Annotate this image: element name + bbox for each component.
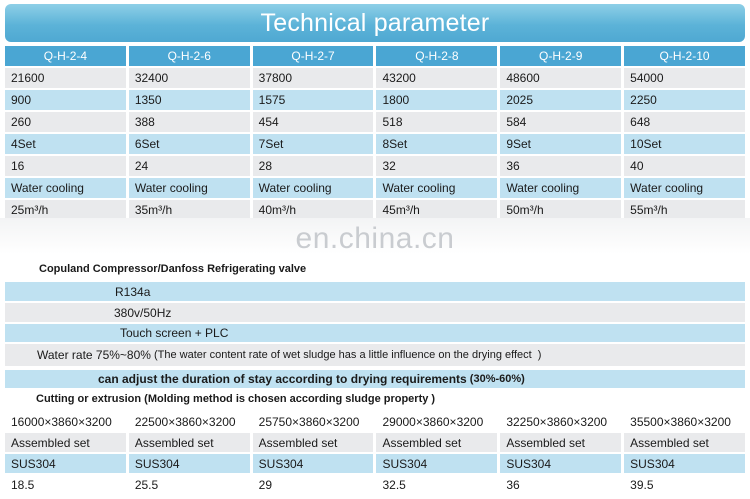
- table-cell: 36: [500, 475, 621, 494]
- model-header-row: [5, 46, 745, 66]
- table-cell: Assembled set: [5, 433, 126, 452]
- table-cell: 40: [624, 156, 745, 176]
- table-cell: Water cooling: [500, 178, 621, 198]
- table-cell: 25750×3860×3200: [253, 412, 374, 431]
- table-cell: 8Set: [376, 134, 497, 154]
- table-cell: Assembled set: [253, 433, 374, 452]
- table-cell: Assembled set: [129, 433, 250, 452]
- table-cell: 1575: [253, 90, 374, 110]
- model-header: Q-H-2-9: [500, 46, 621, 66]
- cutting-note: (Molding method is chosen according sludge property ): [141, 393, 436, 405]
- table-cell: 32400: [129, 68, 250, 88]
- table-row: [5, 90, 745, 110]
- table-title: Technical parameter: [5, 4, 745, 42]
- model-header: Q-H-2-8: [376, 46, 497, 66]
- table-cell: 16000×3860×3200: [5, 412, 126, 431]
- table-cell: 50m³/h: [500, 200, 621, 220]
- table-cell: 32.5: [376, 475, 497, 494]
- table-cell: Water cooling: [129, 178, 250, 198]
- table-cell: 54000: [624, 68, 745, 88]
- table-row: [5, 68, 745, 88]
- table-row: [5, 134, 745, 154]
- table-cell: 21600: [5, 68, 126, 88]
- table-row: [5, 156, 745, 176]
- power-row: 380v/50Hz: [5, 303, 745, 322]
- table-cell: 43200: [376, 68, 497, 88]
- table-cell: 2250: [624, 90, 745, 110]
- table-cell: 25.5: [129, 475, 250, 494]
- table-row: [5, 433, 745, 452]
- table-cell: 22500×3860×3200: [129, 412, 250, 431]
- refrigerant-row: R134a: [5, 282, 745, 301]
- bottom-table: [5, 412, 745, 494]
- cutting-row: [5, 390, 745, 408]
- water-rate-main: Water rate 75%~80%: [37, 348, 151, 362]
- table-row: [5, 454, 745, 473]
- table-cell: 48600: [500, 68, 621, 88]
- table-cell: 260: [5, 112, 126, 132]
- table-row: [5, 412, 745, 431]
- table-cell: SUS304: [376, 454, 497, 473]
- table-row: [5, 475, 745, 494]
- watermark: en.china.cn: [295, 222, 455, 255]
- table-cell: Assembled set: [376, 433, 497, 452]
- table-cell: SUS304: [129, 454, 250, 473]
- control-row: Touch screen + PLC: [5, 324, 745, 342]
- table-cell: 2025: [500, 90, 621, 110]
- table-cell: 35500×3860×3200: [624, 412, 745, 431]
- table-cell: 16: [5, 156, 126, 176]
- table-row: [5, 200, 745, 220]
- table-cell: 388: [129, 112, 250, 132]
- table-cell: 1800: [376, 90, 497, 110]
- table-cell: 25m³/h: [5, 200, 126, 220]
- table-cell: 518: [376, 112, 497, 132]
- table-cell: 7Set: [253, 134, 374, 154]
- table-cell: 32250×3860×3200: [500, 412, 621, 431]
- table-cell: 18.5: [5, 475, 126, 494]
- compressor-row: Copuland Compressor/Danfoss Refrigerating valve: [5, 260, 745, 278]
- table-cell: 29: [253, 475, 374, 494]
- table-cell: 35m³/h: [129, 200, 250, 220]
- table-cell: 584: [500, 112, 621, 132]
- table-row: [5, 178, 745, 198]
- model-header: Q-H-2-10: [624, 46, 745, 66]
- table-cell: 6Set: [129, 134, 250, 154]
- table-cell: Assembled set: [500, 433, 621, 452]
- table-cell: 45m³/h: [376, 200, 497, 220]
- table-cell: 55m³/h: [624, 200, 745, 220]
- table-cell: 32: [376, 156, 497, 176]
- table-cell: Water cooling: [253, 178, 374, 198]
- model-header: Q-H-2-6: [129, 46, 250, 66]
- adjust-range: (30%-60%): [466, 373, 525, 385]
- table-cell: Water cooling: [376, 178, 497, 198]
- table-cell: Water cooling: [5, 178, 126, 198]
- table-cell: 10Set: [624, 134, 745, 154]
- model-header: Q-H-2-4: [5, 46, 126, 66]
- table-cell: SUS304: [253, 454, 374, 473]
- cutting-main: Cutting or extrusion: [36, 393, 142, 405]
- model-header: Q-H-2-7: [253, 46, 374, 66]
- table-cell: 4Set: [5, 134, 126, 154]
- table-cell: 454: [253, 112, 374, 132]
- table-row: [5, 112, 745, 132]
- table-cell: Water cooling: [624, 178, 745, 198]
- adjust-main: can adjust the duration of stay according to drying requirements: [98, 372, 467, 386]
- adjust-duration-row: [5, 370, 745, 388]
- table-cell: 24: [129, 156, 250, 176]
- table-cell: SUS304: [624, 454, 745, 473]
- table-cell: 648: [624, 112, 745, 132]
- table-cell: 36: [500, 156, 621, 176]
- table-cell: 28: [253, 156, 374, 176]
- table-cell: 9Set: [500, 134, 621, 154]
- table-cell: 39.5: [624, 475, 745, 494]
- water-rate-note: (The water content rate of wet sludge has a little influence on the drying effect ): [150, 349, 542, 361]
- water-rate-row: [5, 344, 745, 366]
- table-cell: SUS304: [5, 454, 126, 473]
- table-cell: 1350: [129, 90, 250, 110]
- table-cell: Assembled set: [624, 433, 745, 452]
- table-cell: 29000×3860×3200: [376, 412, 497, 431]
- table-cell: 40m³/h: [253, 200, 374, 220]
- top-table: [5, 46, 745, 220]
- table-cell: SUS304: [500, 454, 621, 473]
- table-cell: 900: [5, 90, 126, 110]
- table-cell: 37800: [253, 68, 374, 88]
